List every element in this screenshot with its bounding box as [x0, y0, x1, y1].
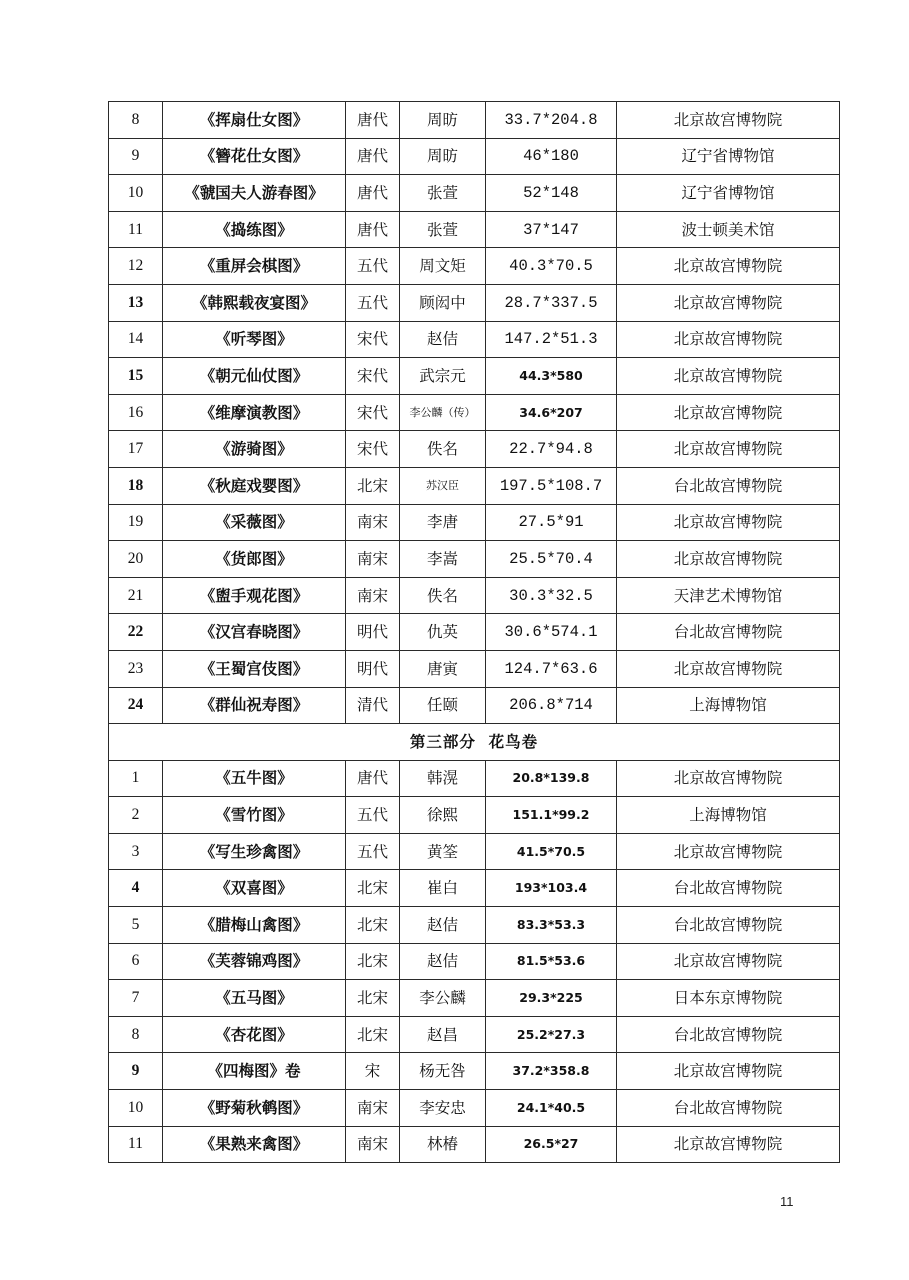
artwork-title: 《双喜图》 — [163, 870, 346, 907]
row-number: 13 — [109, 284, 163, 321]
artwork-dynasty: 宋代 — [346, 431, 400, 468]
table-row — [109, 577, 840, 614]
artwork-collection: 北京故宫博物院 — [617, 833, 840, 870]
artwork-collection: 北京故宫博物院 — [617, 284, 840, 321]
artwork-size: 33.7*204.8 — [486, 102, 617, 139]
artwork-artist: 周昉 — [400, 138, 486, 175]
row-number: 9 — [109, 1053, 163, 1090]
row-number: 15 — [109, 358, 163, 395]
artwork-dynasty: 宋 — [346, 1053, 400, 1090]
artwork-collection: 上海博物馆 — [617, 797, 840, 834]
artwork-title: 《汉宫春晓图》 — [163, 614, 346, 651]
artwork-dynasty: 南宋 — [346, 1090, 400, 1127]
table-row — [109, 943, 840, 980]
artwork-artist: 武宗元 — [400, 358, 486, 395]
artwork-dynasty: 唐代 — [346, 211, 400, 248]
row-number: 24 — [109, 687, 163, 724]
table-row — [109, 1053, 840, 1090]
artwork-size: 151.1*99.2 — [486, 797, 617, 834]
artwork-dynasty: 北宋 — [346, 980, 400, 1017]
artwork-size: 28.7*337.5 — [486, 284, 617, 321]
table-row — [109, 321, 840, 358]
row-number: 21 — [109, 577, 163, 614]
artwork-dynasty: 宋代 — [346, 394, 400, 431]
artwork-size: 44.3*580 — [486, 358, 617, 395]
artwork-artist: 徐熙 — [400, 797, 486, 834]
artwork-size: 37*147 — [486, 211, 617, 248]
table-row — [109, 431, 840, 468]
table-row — [109, 1090, 840, 1127]
artwork-size: 197.5*108.7 — [486, 467, 617, 504]
artwork-dynasty: 唐代 — [346, 102, 400, 139]
artwork-size: 52*148 — [486, 175, 617, 212]
artwork-title: 《重屏会棋图》 — [163, 248, 346, 285]
artwork-title: 《写生珍禽图》 — [163, 833, 346, 870]
artwork-table — [108, 101, 840, 1163]
artwork-artist: 李公麟（传） — [400, 394, 486, 431]
artwork-collection: 台北故宫博物院 — [617, 614, 840, 651]
artwork-title: 《芙蓉锦鸡图》 — [163, 943, 346, 980]
artwork-title: 《挥扇仕女图》 — [163, 102, 346, 139]
artwork-collection: 北京故宫博物院 — [617, 1126, 840, 1163]
row-number: 22 — [109, 614, 163, 651]
artwork-collection: 台北故宫博物院 — [617, 870, 840, 907]
artwork-size: 30.6*574.1 — [486, 614, 617, 651]
row-number: 8 — [109, 102, 163, 139]
artwork-collection: 台北故宫博物院 — [617, 467, 840, 504]
page-number: 11 — [780, 1194, 794, 1209]
artwork-dynasty: 五代 — [346, 797, 400, 834]
artwork-artist: 赵昌 — [400, 1016, 486, 1053]
artwork-collection: 北京故宫博物院 — [617, 394, 840, 431]
artwork-dynasty: 北宋 — [346, 907, 400, 944]
artwork-size: 83.3*53.3 — [486, 907, 617, 944]
artwork-title: 《簪花仕女图》 — [163, 138, 346, 175]
artwork-dynasty: 南宋 — [346, 577, 400, 614]
row-number: 12 — [109, 248, 163, 285]
artwork-title: 《杏花图》 — [163, 1016, 346, 1053]
artwork-title: 《腊梅山禽图》 — [163, 907, 346, 944]
row-number: 17 — [109, 431, 163, 468]
artwork-dynasty: 明代 — [346, 650, 400, 687]
artwork-size: 46*180 — [486, 138, 617, 175]
artwork-artist: 唐寅 — [400, 650, 486, 687]
row-number: 2 — [109, 797, 163, 834]
artwork-artist: 苏汉臣 — [400, 467, 486, 504]
artwork-dynasty: 南宋 — [346, 1126, 400, 1163]
table-row — [109, 833, 840, 870]
artwork-artist: 赵佶 — [400, 321, 486, 358]
artwork-artist: 佚名 — [400, 577, 486, 614]
row-number: 20 — [109, 541, 163, 578]
artwork-title: 《野菊秋鹌图》 — [163, 1090, 346, 1127]
table-row — [109, 980, 840, 1017]
table-row — [109, 870, 840, 907]
artwork-dynasty: 宋代 — [346, 358, 400, 395]
artwork-title: 《群仙祝寿图》 — [163, 687, 346, 724]
row-number: 16 — [109, 394, 163, 431]
artwork-collection: 天津艺术博物馆 — [617, 577, 840, 614]
artwork-size: 193*103.4 — [486, 870, 617, 907]
artwork-title: 《韩熙载夜宴图》 — [163, 284, 346, 321]
artwork-dynasty: 唐代 — [346, 760, 400, 797]
artwork-title: 《盥手观花图》 — [163, 577, 346, 614]
row-number: 19 — [109, 504, 163, 541]
artwork-size: 27.5*91 — [486, 504, 617, 541]
artwork-title: 《游骑图》 — [163, 431, 346, 468]
artwork-collection: 北京故宫博物院 — [617, 760, 840, 797]
table-row — [109, 797, 840, 834]
artwork-collection: 日本东京博物院 — [617, 980, 840, 1017]
row-number: 10 — [109, 1090, 163, 1127]
artwork-artist: 李安忠 — [400, 1090, 486, 1127]
artwork-title: 《五牛图》 — [163, 760, 346, 797]
row-number: 7 — [109, 980, 163, 1017]
row-number: 23 — [109, 650, 163, 687]
artwork-size: 34.6*207 — [486, 394, 617, 431]
table-row — [109, 394, 840, 431]
table-row — [109, 102, 840, 139]
artwork-dynasty: 北宋 — [346, 943, 400, 980]
artwork-dynasty: 清代 — [346, 687, 400, 724]
artwork-artist: 赵佶 — [400, 907, 486, 944]
table-row — [109, 175, 840, 212]
artwork-title: 《采薇图》 — [163, 504, 346, 541]
table-row — [109, 650, 840, 687]
row-number: 4 — [109, 870, 163, 907]
artwork-artist: 李公麟 — [400, 980, 486, 1017]
artwork-title: 《四梅图》卷 — [163, 1053, 346, 1090]
artwork-dynasty: 北宋 — [346, 1016, 400, 1053]
artwork-dynasty: 南宋 — [346, 504, 400, 541]
artwork-size: 41.5*70.5 — [486, 833, 617, 870]
artwork-artist: 佚名 — [400, 431, 486, 468]
artwork-collection: 辽宁省博物馆 — [617, 175, 840, 212]
table-row — [109, 687, 840, 724]
artwork-size: 30.3*32.5 — [486, 577, 617, 614]
artwork-title: 《果熟来禽图》 — [163, 1126, 346, 1163]
artwork-dynasty: 五代 — [346, 833, 400, 870]
artwork-dynasty: 明代 — [346, 614, 400, 651]
artwork-size: 22.7*94.8 — [486, 431, 617, 468]
artwork-collection: 北京故宫博物院 — [617, 943, 840, 980]
artwork-title: 《王蜀宫伎图》 — [163, 650, 346, 687]
artwork-collection: 上海博物馆 — [617, 687, 840, 724]
artwork-size: 29.3*225 — [486, 980, 617, 1017]
artwork-size: 206.8*714 — [486, 687, 617, 724]
artwork-size: 20.8*139.8 — [486, 760, 617, 797]
artwork-dynasty: 五代 — [346, 284, 400, 321]
artwork-title: 《朝元仙仗图》 — [163, 358, 346, 395]
artwork-artist: 顾闳中 — [400, 284, 486, 321]
artwork-size: 124.7*63.6 — [486, 650, 617, 687]
artwork-size: 147.2*51.3 — [486, 321, 617, 358]
artwork-title: 《虢国夫人游春图》 — [163, 175, 346, 212]
table-row — [109, 760, 840, 797]
artwork-collection: 北京故宫博物院 — [617, 541, 840, 578]
artwork-artist: 张萱 — [400, 175, 486, 212]
table-row — [109, 907, 840, 944]
artwork-collection: 台北故宫博物院 — [617, 1016, 840, 1053]
artwork-title: 《听琴图》 — [163, 321, 346, 358]
artwork-artist: 林椿 — [400, 1126, 486, 1163]
artwork-title: 《维摩演教图》 — [163, 394, 346, 431]
artwork-collection: 北京故宫博物院 — [617, 358, 840, 395]
artwork-collection: 台北故宫博物院 — [617, 907, 840, 944]
artwork-size: 24.1*40.5 — [486, 1090, 617, 1127]
table-row — [109, 358, 840, 395]
row-number: 9 — [109, 138, 163, 175]
artwork-collection: 北京故宫博物院 — [617, 650, 840, 687]
table-row — [109, 1126, 840, 1163]
artwork-size: 25.5*70.4 — [486, 541, 617, 578]
artwork-dynasty: 北宋 — [346, 870, 400, 907]
artwork-size: 81.5*53.6 — [486, 943, 617, 980]
artwork-title: 《货郎图》 — [163, 541, 346, 578]
row-number: 14 — [109, 321, 163, 358]
artwork-size: 40.3*70.5 — [486, 248, 617, 285]
row-number: 5 — [109, 907, 163, 944]
row-number: 11 — [109, 211, 163, 248]
artwork-artist: 赵佶 — [400, 943, 486, 980]
artwork-artist: 任颐 — [400, 687, 486, 724]
artwork-dynasty: 五代 — [346, 248, 400, 285]
artwork-artist: 张萱 — [400, 211, 486, 248]
artwork-dynasty: 唐代 — [346, 175, 400, 212]
row-number: 8 — [109, 1016, 163, 1053]
artwork-dynasty: 唐代 — [346, 138, 400, 175]
section-header-row — [109, 724, 840, 761]
artwork-size: 37.2*358.8 — [486, 1053, 617, 1090]
artwork-size: 26.5*27 — [486, 1126, 617, 1163]
artwork-collection: 北京故宫博物院 — [617, 248, 840, 285]
artwork-dynasty: 南宋 — [346, 541, 400, 578]
artwork-artist: 韩滉 — [400, 760, 486, 797]
row-number: 3 — [109, 833, 163, 870]
row-number: 11 — [109, 1126, 163, 1163]
row-number: 10 — [109, 175, 163, 212]
row-number: 18 — [109, 467, 163, 504]
table-row — [109, 614, 840, 651]
artwork-artist: 周昉 — [400, 102, 486, 139]
artwork-artist: 黄筌 — [400, 833, 486, 870]
table-row — [109, 541, 840, 578]
artwork-title: 《捣练图》 — [163, 211, 346, 248]
artwork-collection: 波士顿美术馆 — [617, 211, 840, 248]
section-title: 第三部分 花鸟卷 — [109, 724, 840, 761]
artwork-artist: 杨无咎 — [400, 1053, 486, 1090]
artwork-title: 《五马图》 — [163, 980, 346, 1017]
artwork-title: 《雪竹图》 — [163, 797, 346, 834]
artwork-collection: 北京故宫博物院 — [617, 321, 840, 358]
table-row — [109, 138, 840, 175]
artwork-dynasty: 北宋 — [346, 467, 400, 504]
artwork-artist: 崔白 — [400, 870, 486, 907]
artwork-title: 《秋庭戏婴图》 — [163, 467, 346, 504]
artwork-collection: 北京故宫博物院 — [617, 504, 840, 541]
artwork-collection: 北京故宫博物院 — [617, 431, 840, 468]
artwork-collection: 北京故宫博物院 — [617, 102, 840, 139]
table-row — [109, 284, 840, 321]
table-row — [109, 504, 840, 541]
artwork-size: 25.2*27.3 — [486, 1016, 617, 1053]
artwork-artist: 周文矩 — [400, 248, 486, 285]
row-number: 1 — [109, 760, 163, 797]
table-row — [109, 1016, 840, 1053]
artwork-table-body — [109, 102, 840, 1163]
row-number: 6 — [109, 943, 163, 980]
table-row — [109, 467, 840, 504]
artwork-collection: 北京故宫博物院 — [617, 1053, 840, 1090]
table-row — [109, 211, 840, 248]
table-row — [109, 248, 840, 285]
artwork-dynasty: 宋代 — [346, 321, 400, 358]
artwork-artist: 李唐 — [400, 504, 486, 541]
artwork-artist: 李嵩 — [400, 541, 486, 578]
artwork-collection: 辽宁省博物馆 — [617, 138, 840, 175]
artwork-artist: 仇英 — [400, 614, 486, 651]
artwork-collection: 台北故宫博物院 — [617, 1090, 840, 1127]
